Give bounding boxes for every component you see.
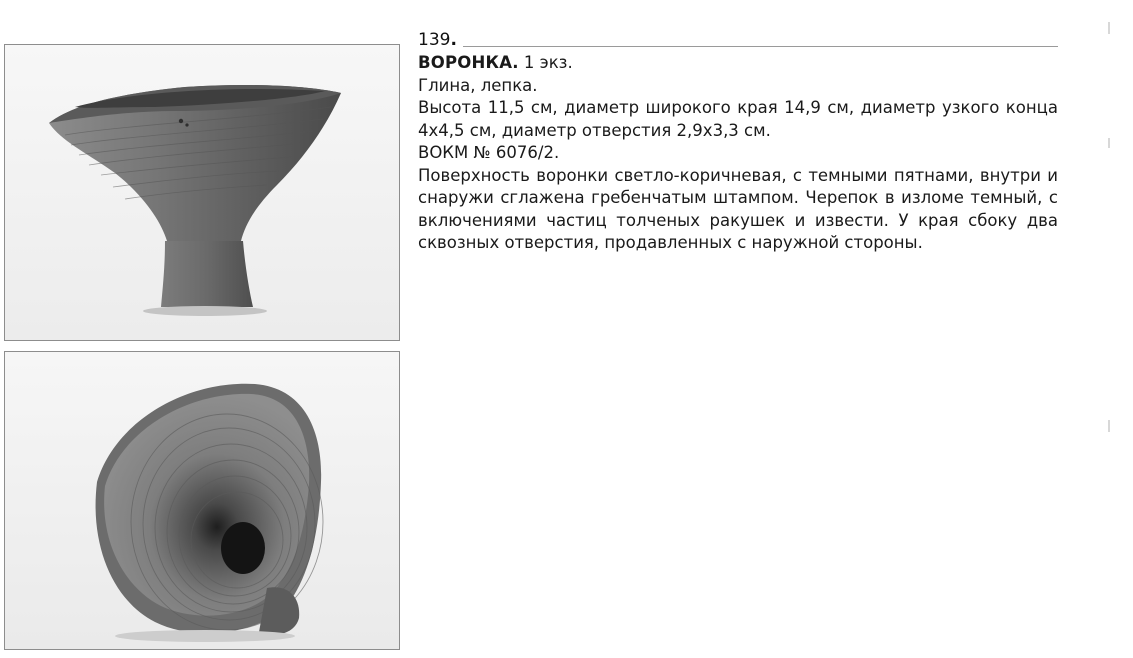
header-rule (463, 46, 1058, 47)
funnel-side-image (5, 45, 399, 340)
entry-number-dot: . (450, 30, 457, 50)
entry-dimensions: Высота 11,5 см, диаметр широкого края 14,9 см, диаметр узкого конца 4х4,5 см, диаметр отверстия 2,9х3,3 см. (418, 98, 1058, 140)
entry-quantity: 1 экз. (523, 53, 573, 72)
title-line (418, 52, 1058, 75)
entry-header (418, 28, 1058, 50)
entry-title: ВОРОНКА. (418, 53, 519, 72)
inside-view-photo (4, 351, 400, 650)
scan-mark (1108, 22, 1110, 34)
side-view-photo (4, 44, 400, 341)
entry-description: Поверхность воронки светло-коричневая, с темными пятнами, внутри и снаружи сглажена гребенчатым штампом. Черепок в изломе темный, с включениями частиц толченых ракушек и извести. У края сбоку два сквозных отверстия, продавленных с наружной стороны. (418, 165, 1058, 252)
funnel-inside-image (5, 352, 399, 649)
entry-number: 139 (418, 30, 451, 50)
catalogue-entry (418, 28, 1058, 255)
entry-inventory: ВОКМ № 6076/2. (418, 143, 560, 162)
entry-material: Глина, лепка. (418, 75, 538, 95)
scan-mark (1108, 420, 1110, 432)
scan-mark (1108, 138, 1110, 148)
